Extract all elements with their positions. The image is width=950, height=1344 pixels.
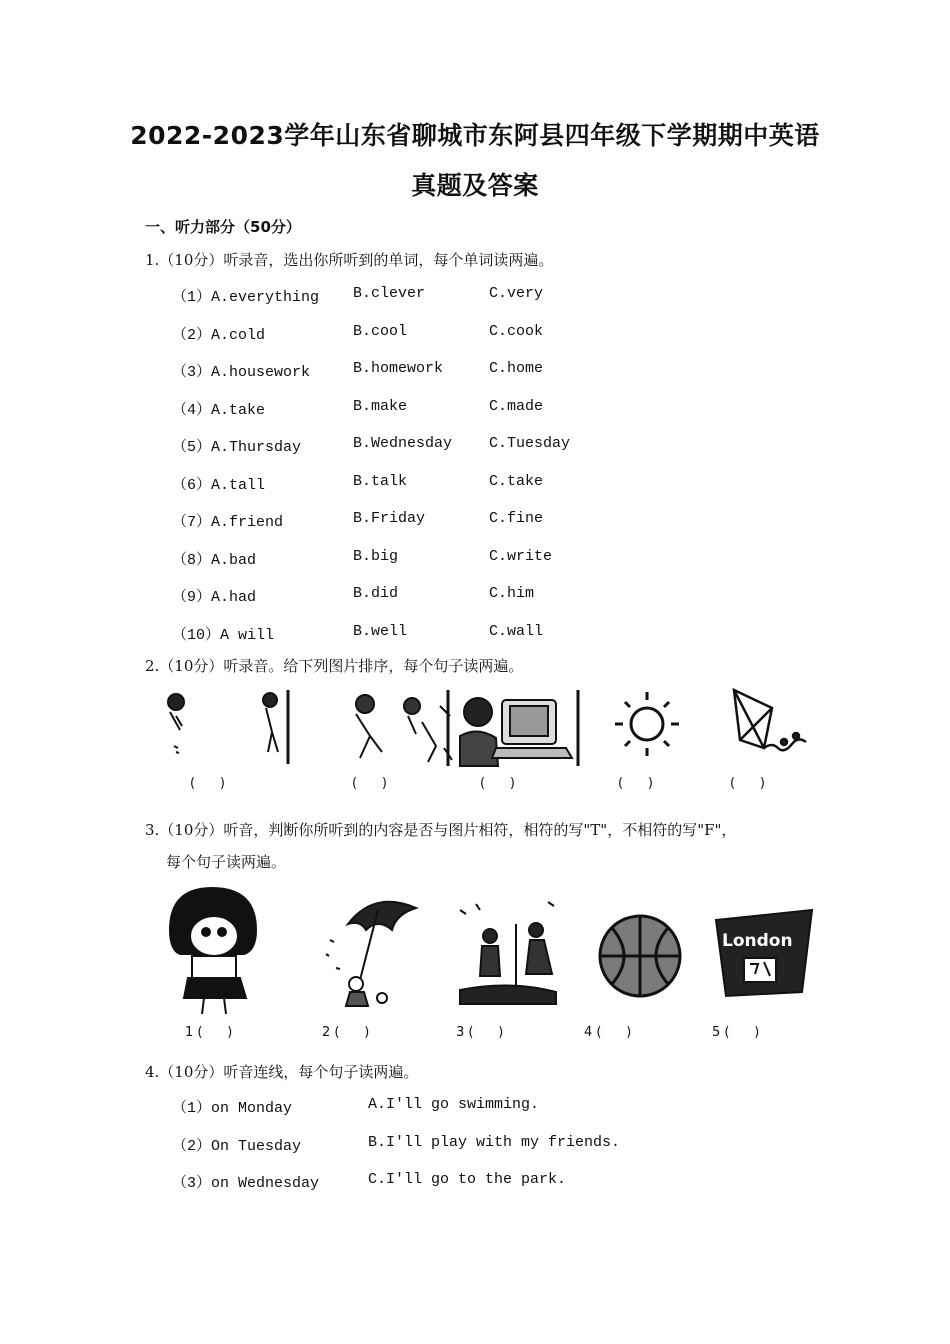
option-b[interactable]: B.talk [353, 472, 408, 490]
option-b[interactable]: B.make [353, 397, 408, 415]
question-3-answer-blank[interactable]: 1 ( ) [185, 1025, 233, 1040]
option-a[interactable]: （2）A.cold [172, 326, 266, 344]
option-c[interactable]: C.cook [489, 322, 544, 340]
kite-icon [734, 690, 806, 750]
match-left-item[interactable]: （3）on Wednesday [172, 1175, 320, 1192]
option-c[interactable]: C.take [489, 472, 544, 490]
question-2-answer-blank[interactable]: ( ) [730, 776, 765, 791]
question-3-answer-blank[interactable]: 4 ( ) [584, 1025, 632, 1040]
option-c[interactable]: C.Tuesday [489, 435, 571, 452]
match-right-item[interactable]: B.I'll play with my friends. [368, 1133, 621, 1151]
match-left-item[interactable]: （1）on Monday [172, 1100, 293, 1117]
question-2-answer-blank[interactable]: ( ) [190, 776, 225, 791]
question-3-instruction-continued: 每个句子读两遍。 [166, 853, 287, 871]
option-c[interactable]: C.wall [489, 622, 544, 640]
section-heading-listening: 一、听力部分（50分） [145, 218, 301, 236]
option-b[interactable]: B.did [353, 585, 399, 602]
option-c[interactable]: C.fine [489, 510, 544, 527]
option-a[interactable]: （8）A.bad [172, 551, 257, 569]
option-b[interactable]: B.clever [353, 285, 426, 302]
question-2-instruction: 2.（10分）听录音。给下列图片排序，每个句子读两遍。 [145, 657, 524, 675]
question-3-instruction: 3.（10分）听音，判断你所听到的内容是否与图片相符，相符的写"T"，不相符的写"F"， [145, 821, 737, 839]
basketball-icon [600, 916, 680, 996]
girl-picture [170, 888, 256, 1014]
question-2-pictures [160, 686, 820, 776]
option-b[interactable]: B.homework [353, 360, 444, 377]
option-c[interactable]: C.made [489, 397, 544, 415]
option-a[interactable]: （9）A.had [172, 589, 257, 606]
question-4-instruction: 4.（10分）听音连线，每个句子读两遍。 [145, 1063, 419, 1081]
question-2-answer-blank[interactable]: ( ) [618, 776, 653, 791]
question-3-answer-blank[interactable]: 3 ( ) [456, 1025, 504, 1040]
london-sign-picture [716, 910, 812, 996]
document-title-line-1: 2022-2023学年山东省聊城市东阿县四年级下学期期中英语 [130, 121, 820, 150]
london-sign-text: London [722, 931, 793, 951]
girl-and-boy-picture [168, 690, 288, 764]
sun-icon [615, 692, 679, 756]
option-b[interactable]: B.well [353, 622, 408, 640]
option-c[interactable]: C.him [489, 585, 535, 602]
option-c[interactable]: C.home [489, 360, 544, 377]
question-2-answer-blank[interactable]: ( ) [352, 776, 387, 791]
option-b[interactable]: B.big [353, 547, 399, 565]
option-a[interactable]: （3）A.housework [172, 364, 311, 381]
computer-picture [448, 690, 578, 766]
option-a[interactable]: （6）A.tall [172, 476, 266, 494]
option-a[interactable]: （1）A.everything [172, 289, 320, 306]
match-right-item[interactable]: A.I'll go swimming. [368, 1096, 540, 1113]
match-left-item[interactable]: （2）On Tuesday [172, 1137, 302, 1155]
option-a[interactable]: （10）A will [172, 626, 275, 644]
children-playing-picture [356, 695, 452, 762]
option-a[interactable]: （4）A.take [172, 401, 266, 419]
option-c[interactable]: C.write [489, 547, 553, 565]
question-3-pictures [160, 880, 820, 1025]
option-b[interactable]: B.Friday [353, 510, 426, 527]
document-title-line-2: 真题及答案 [411, 171, 539, 200]
question-3-answer-blank[interactable]: 5 ( ) [712, 1025, 760, 1040]
option-b[interactable]: B.Wednesday [353, 435, 453, 452]
question-3-answer-blank[interactable]: 2 ( ) [322, 1025, 370, 1040]
option-a[interactable]: （5）A.Thursday [172, 439, 302, 456]
question-2-answer-blank[interactable]: ( ) [480, 776, 515, 791]
planting-picture [460, 902, 556, 1004]
match-right-item[interactable]: C.I'll go to the park. [368, 1171, 567, 1188]
option-c[interactable]: C.very [489, 285, 544, 302]
option-b[interactable]: B.cool [353, 322, 408, 340]
question-1-instruction: 1.（10分）听录音，选出你所听到的单词，每个单词读两遍。 [145, 251, 554, 269]
option-a[interactable]: （7）A.friend [172, 514, 284, 531]
umbrella-picture [326, 902, 416, 1006]
